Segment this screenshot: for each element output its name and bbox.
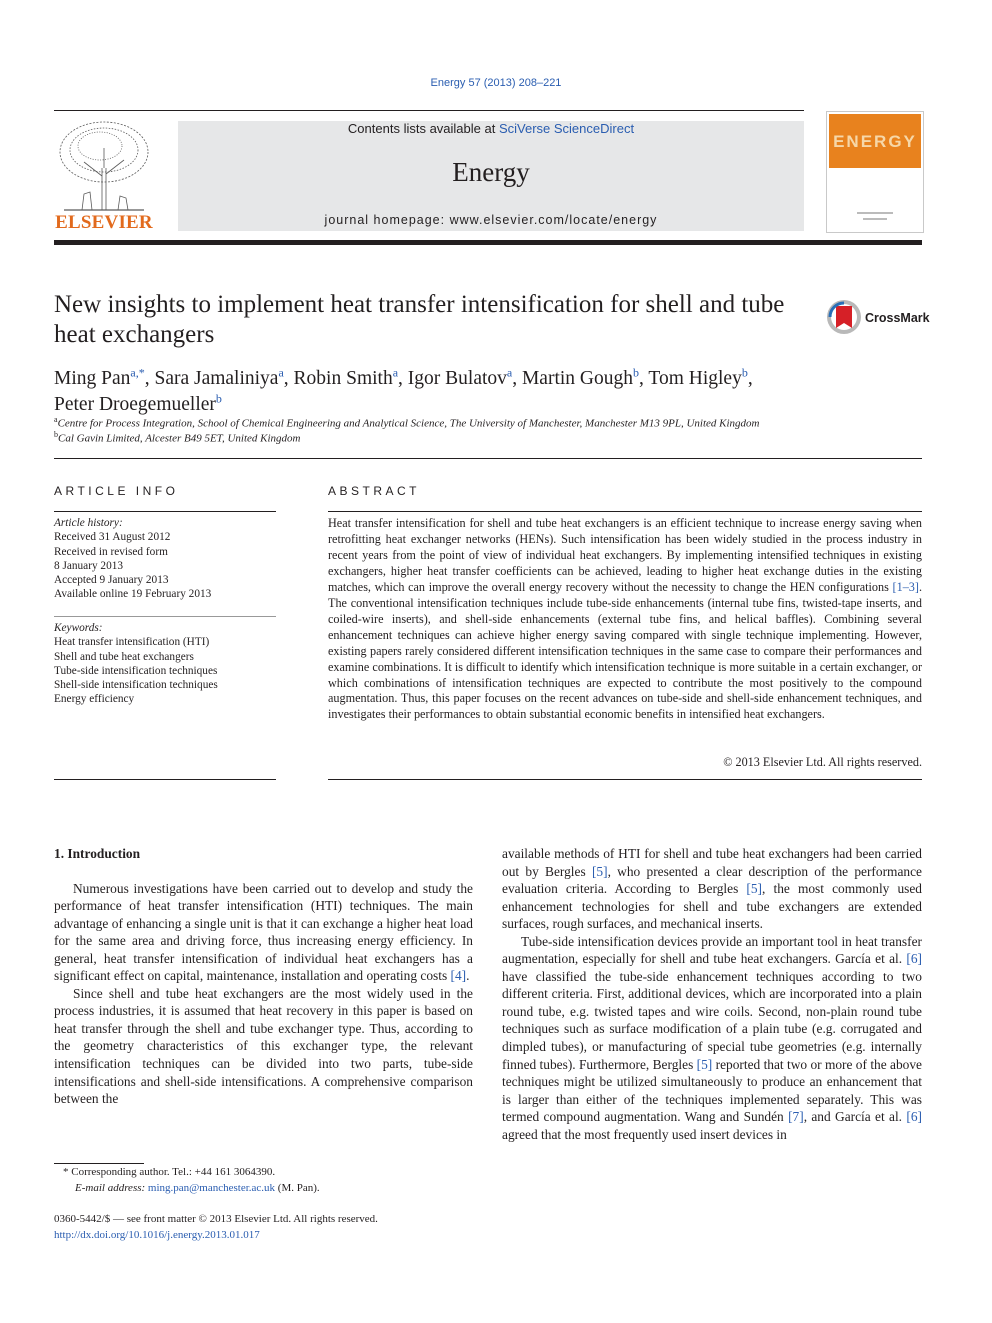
journal-cover-thumbnail[interactable] xyxy=(826,111,924,233)
sciencedirect-link[interactable]: SciVerse ScienceDirect xyxy=(498,121,635,136)
crossmark-label: CrossMark xyxy=(865,311,930,325)
email-link[interactable]: ming.pan@manchester.ac.uk xyxy=(147,1181,276,1194)
journal-citation[interactable]: Energy 57 (2013) 208–221 xyxy=(430,77,562,89)
author: Sara Jamaliniya$^a$, xyxy=(154,365,294,389)
cover-logo-line xyxy=(857,212,893,214)
abstract-heading: ABSTRACT xyxy=(328,484,421,498)
citation-link[interactable]: [6] xyxy=(906,951,922,967)
author: Tom Higley$^b$, xyxy=(648,365,753,389)
citation-link[interactable]: [6] xyxy=(906,1109,922,1125)
cover-logo-line xyxy=(863,218,887,220)
paragraph: available methods of HTI for shell and tube heat exchangers had been carried out by Bergles [5], who presented a clear description of the performance evaluation criteria. According to Bergles [5], the most commonly used enhancement technologies for shell and tube exchangers are extended surfaces, rough surfaces, and mechanical inserts. xyxy=(502,846,923,932)
affiliation-b: $^b$Cal Gavin Limited, Alcester B49 5ET, United Kingdom xyxy=(54,430,301,445)
article-info-rule xyxy=(54,616,276,617)
author-list xyxy=(54,362,814,415)
crossmark-icon xyxy=(826,298,866,338)
cover-title: ENERGY xyxy=(833,132,917,151)
journal-banner xyxy=(178,121,804,231)
homepage-line xyxy=(178,213,804,227)
author: Ming Pan$^{a,*}$, xyxy=(54,365,155,389)
corresponding-line: * Corresponding author. Tel.: +44 161 3064390. xyxy=(63,1166,276,1178)
doi-link[interactable]: http://dx.doi.org/10.1016/j.energy.2013.01.017 xyxy=(54,1228,260,1241)
author: Martin Gough$^b$, xyxy=(521,365,649,389)
front-matter xyxy=(54,1212,474,1243)
homepage-url[interactable]: www.elsevier.com/locate/energy xyxy=(449,213,658,227)
elsevier-logo xyxy=(54,118,154,236)
history-item: Received 31 August 2012 xyxy=(54,531,171,544)
keyword: Energy efficiency xyxy=(54,693,135,706)
article-info-heading: ARTICLE INFO xyxy=(54,484,179,498)
paragraph: Since shell and tube heat exchangers are the most widely used in the process industries, it is assumed that heat recovery in this paper is based on heat transfer through the shell and tube exchanger type. Thus, according to the geometry characteristics of this exchanger type, the relevant intensification techniques can be divided into two parts, tube-side intensifications and shell-side intensifications. A comprehensive comparison between the xyxy=(54,985,473,1107)
history-item: Available online 19 February 2013 xyxy=(54,588,212,601)
contents-line xyxy=(178,121,804,136)
keyword: Heat transfer intensification (HTI) xyxy=(54,636,210,649)
citation-link[interactable]: [5] xyxy=(746,881,763,897)
keyword: Shell and tube heat exchangers xyxy=(54,650,194,663)
header-rule xyxy=(54,110,804,111)
abstract-text: Heat transfer intensification for shell and tube heat exchangers is an efficient technique to increase energy saving when retrofitting heat exchanger networks (HENs). Such intensification has been widely studied in the process industry in recent years from the point of view of individual heat exchangers. By implementing intensified techniques in existing exchangers, higher heat transfer coefficients can be achieved, leading to higher heat exchange duties in the existing matches, which can improve the overall energy recovery without the necessity to change the HEN configurations [1–3]. The conventional intensification techniques include tube-side enhancements (internal tube fins, twisted-tape inserts, and coiled-wire inserts), and shell-side enhancements (external tube fins, and helical baffles). Combining several enhancement techniques can achieve higher energy saving compared with single technique implementing. However, existing papers rarely considered different intensification techniques in the same case to compare their performances and examine combinations. It is difficult to identify which intensification technique is more suitable in a certain exchanger, or which combinations of intensification techniques are expected to contribute the most positively to the compound augmentation. Thus, this paper focuses on the recent advances on tube-side and shell-side enhancement techniques, and investigates their performances to obtain substantial economic benefits in intensified heat exchangers. xyxy=(328,516,922,722)
citation-link[interactable]: [5] xyxy=(696,1056,713,1072)
corresponding-author-footnote xyxy=(54,1165,474,1196)
keywords-label: Keywords: xyxy=(54,622,103,634)
citation-link[interactable]: [7] xyxy=(788,1109,804,1125)
abstract-rule xyxy=(328,779,922,780)
homepage-prefix: journal homepage: xyxy=(324,213,450,227)
section-rule xyxy=(54,458,922,459)
abstract-copyright: © 2013 Elsevier Ltd. All rights reserved. xyxy=(723,755,922,769)
crossmark-badge[interactable] xyxy=(826,298,930,338)
paragraph: Tube-side intensification devices provide an important tool in heat transfer augmentation, especially for shell and tube heat exchangers. García et al. [6] have classified the tube-side enhancement techniques according to two different criteria. First, additional devices, which are incorporated into a plain round tube, e.g. twisted tapes and wire coils. Second, non-plain round tube techniques such as surface modification of a plain tube (e.g. corrugated and dimpled tubes), or manufacturing of special tube geometries (e.g. internally finned tubes). Furthermore, Bergles [5] reported that two or more of the above techniques might be utilized simultaneously to produce an enhancement that is larger than either of the techniques implemented separately. This was termed compound augmentation. Wang and Sundén [7], and García et al. [6] agreed that the most frequently used insert devices in xyxy=(502,933,922,1142)
author: Igor Bulatov$^a$, xyxy=(407,365,522,389)
history-item: Received in revised form xyxy=(54,545,168,558)
author: Peter Droegemueller$^b$ xyxy=(54,391,222,415)
section-heading: 1. Introduction xyxy=(54,846,141,861)
keyword: Shell-side intensification techniques xyxy=(54,679,218,692)
article-history xyxy=(54,516,276,602)
email-suffix: (M. Pan). xyxy=(275,1181,320,1194)
keywords xyxy=(54,621,276,707)
body-column-left xyxy=(54,845,473,1108)
article-info-rule xyxy=(54,779,276,780)
citation-link[interactable]: [1–3] xyxy=(892,579,919,594)
body-column-right xyxy=(502,845,922,1143)
keyword: Tube-side intensification techniques xyxy=(54,664,218,677)
article-info-rule xyxy=(54,511,276,512)
citation-link[interactable]: [4] xyxy=(450,968,467,984)
history-label: Article history: xyxy=(54,517,123,529)
history-item: Accepted 9 January 2013 xyxy=(54,574,169,587)
tree-icon xyxy=(54,118,154,214)
article-title: New insights to implement heat transfer intensification for shell and tube heat exchangers xyxy=(54,291,785,348)
issn-line: 0360-5442/$ — see front matter © 2013 Elsevier Ltd. All rights reserved. xyxy=(54,1213,378,1225)
affiliation-a: $^a$Centre for Process Integration, School of Chemical Engineering and Analytical Science, The University of Manchester, Manchester M13 9PL, United Kingdom xyxy=(54,415,760,430)
author: Robin Smith$^a$, xyxy=(293,365,408,389)
footnote-rule xyxy=(54,1163,144,1164)
email-label: E-mail address: xyxy=(75,1181,148,1194)
abstract-rule xyxy=(328,511,922,512)
contents-prefix: Contents lists available at xyxy=(347,121,499,136)
elsevier-wordmark: ELSEVIER xyxy=(55,212,153,233)
header-thick-rule xyxy=(54,240,922,245)
history-item: 8 January 2013 xyxy=(54,559,124,572)
citation-link[interactable]: [5] xyxy=(591,863,608,879)
journal-name: Energy xyxy=(452,157,530,187)
paragraph: Numerous investigations have been carried out to develop and study the performance of heat transfer intensification (HTI) techniques. The main advantage of enhancing a single unit is that it can exchange a higher heat load for the same area and driving force, thus increasing energy efficiency. In general, heat transfer intensification of individual heat exchangers has a significant effect on capital, maintenance, installation and operating costs [4]. xyxy=(54,880,473,984)
